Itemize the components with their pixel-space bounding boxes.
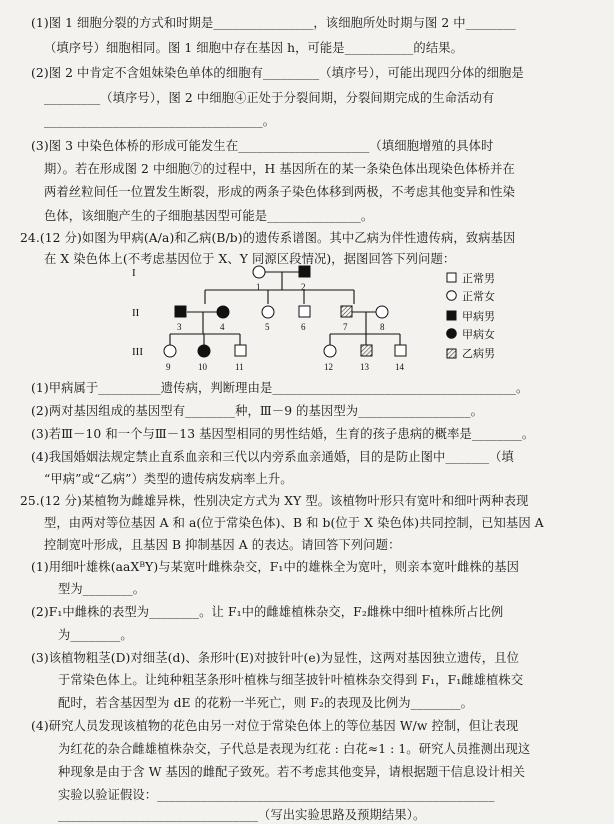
individual-13-affected-male-b (361, 345, 372, 356)
generation-label-III: III (132, 346, 143, 358)
q24-sub-2: (2)两对基因组成的基因型有________种，Ⅲ－9 的基因型为__________________。 (31, 404, 484, 418)
individual-7-affected-male-b (341, 306, 352, 317)
q25-stem-line-3: 控制宽叶形成，且基因 B 抑制基因 A 的表达。请回答下列问题： (44, 538, 401, 552)
legend-normal-male: 正常男 (462, 272, 495, 285)
num-1: 1 (256, 282, 261, 292)
q23-line-2: （填序号）细胞相同。图 1 细胞中存在基因 h，可能是___________的结果。 (44, 41, 464, 55)
legend-disease-a-female: 甲病女 (462, 328, 495, 341)
q25-sub-4-cont-2: 种现象是由于含 W 基因的雌配子致死。若不考虑其他变异，请根据题干信息设计相关 (58, 765, 526, 779)
individual-8-normal-female (376, 306, 388, 318)
num-10: 10 (198, 362, 207, 372)
individual-6-normal-male (299, 306, 310, 317)
num-4: 4 (220, 322, 225, 332)
q25-stem-line-2: 型，由两对等位基因 A 和 a(位于常染色体)、B 和 b(位于 X 染色体)共同控制，已知基因 A (44, 516, 544, 530)
q23-line-3: (2)图 2 中肯定不含姐妹染色单体的细胞有_________（填序号），可能出现四分体的细胞是 (31, 66, 524, 80)
q25-stem-line-1: 25.(12 分)某植物为雌雄异株，性别决定方式为 XY 型。该植物叶形只有宽叶和细叶两种表现 (20, 494, 529, 508)
legend-normal-female: 正常女 (462, 290, 495, 303)
q23-line-4: _________（填序号），图 2 中细胞④正处于分裂间期，分裂间期完成的生命活动有 (44, 91, 495, 105)
q23-line-6: (3)图 3 中染色体桥的形成可能发生在_____________________（填细胞增殖的具体时 (31, 139, 494, 153)
num-3: 3 (177, 322, 182, 332)
q23-line-5: ___________________________________。 (44, 114, 276, 128)
q24-sub-4: (4)我国婚姻法规定禁止直系血亲和三代以内旁系血亲通婚，目的是防止图中_______（填 (31, 450, 514, 464)
q25-sub-4: (4)研究人员发现该植物的花色由另一对位于常染色体上的等位基因 W/w 控制，但让表现 (31, 719, 519, 733)
num-6: 6 (301, 322, 306, 332)
q24-sub-1: (1)甲病属于__________遗传病，判断理由是_______________________________________。 (31, 381, 529, 395)
individual-12-normal-female (324, 345, 336, 357)
q25-sub-2-cont: 为________。 (58, 628, 133, 642)
num-12: 12 (324, 362, 333, 372)
num-9: 9 (166, 362, 171, 372)
num-7: 7 (343, 322, 348, 332)
legend-disease-a-male: 甲病男 (462, 310, 495, 323)
q24-stem-line-1: 24.(12 分)如图为甲病(A/a)和乙病(B/b)的遗传系谱图。其中乙病为伴性遗传病，致病基因 (20, 231, 516, 245)
q24-sub-3: (3)若Ⅲ－10 和一个与Ⅲ－13 基因型相同的男性结婚，生育的孩子患病的概率是________。 (31, 427, 535, 441)
individual-10-affected-female-a (198, 345, 210, 357)
individual-1-normal-female (253, 266, 265, 278)
q25-sub-1: (1)用细叶雄株(aaXᴮY)与某宽叶雌株杂交，F₁中的雄株全为宽叶，则亲本宽叶雌株的基因 (31, 560, 520, 574)
individual-11-normal-male (235, 345, 246, 356)
num-11: 11 (235, 362, 244, 372)
num-14: 14 (395, 362, 404, 372)
num-8: 8 (380, 322, 385, 332)
q25-sub-4-cont-1: 为红花的杂合雌雄植株杂交，子代总是表现为红花 : 白花≈1 : 1。研究人员推测出现这 (58, 742, 531, 756)
q24-stem-line-2: 在 X 染色体上(不考虑基因位于 X、Y 同源区段情况)，据图回答下列问题： (44, 252, 456, 266)
q25-sub-1-cont: 型为________。 (58, 582, 146, 596)
pedigree-legend (447, 271, 495, 360)
legend-disease-b-male: 乙病男 (462, 347, 495, 360)
generation-label-I: I (132, 267, 136, 279)
q23-line-7: 期）。若在形成图 2 中细胞⑦的过程中，H 基因所在的某一条染色体出现染色体桥并在 (44, 162, 515, 176)
generation-label-II: II (132, 307, 140, 319)
individual-3-affected-male-a (175, 306, 186, 317)
q25-sub-4-cont-3: 实验以验证假设：______________________________________________________ (58, 788, 495, 802)
individual-4-affected-female-a (217, 306, 229, 318)
individual-5-normal-female (262, 306, 274, 318)
q23-line-9: 色体，该细胞产生的子细胞基因型可能是_______________。 (44, 209, 374, 223)
q25-sub-3-cont-1: 于常染色体上。让纯种粗茎条形叶植株与细茎披针叶植株杂交得到 F₁，F₁雌雄植株交 (58, 673, 524, 687)
q23-line-8: 两着丝粒间任一位置发生断裂，形成的两条子染色体移到两极，不考虑其他变异和性染 (44, 185, 516, 199)
num-5: 5 (265, 322, 270, 332)
num-2: 2 (301, 282, 306, 292)
q25-sub-2: (2)F₁中雌株的表型为________。让 F₁中的雌雄植株杂交，F₂雌株中细叶植株所占比例 (31, 605, 504, 619)
q25-sub-3: (3)该植物粗茎(D)对细茎(d)、条形叶(E)对披针叶(e)为显性，这两对基因独立遗传，且位 (31, 651, 519, 665)
individual-2-affected-male-a (299, 266, 310, 277)
q25-sub-4-cont-4: ________________________________（写出实验思路及预期结果）。 (58, 808, 426, 822)
q24-sub-4-cont: “甲病”或“乙病”）类型的遗传病发病率上升。 (44, 472, 293, 486)
individual-9-normal-female (164, 345, 176, 357)
q23-line-1: (1)图 1 细胞分裂的方式和时期是________________，该细胞所处时期与图 2 中________ (31, 16, 516, 30)
num-13: 13 (360, 362, 369, 372)
individual-14-normal-male (395, 345, 406, 356)
q25-sub-3-cont-2: 配时，若含基因型为 dE 的花粉一半死亡，则 F₂的表现及比例为________。 (58, 696, 474, 710)
